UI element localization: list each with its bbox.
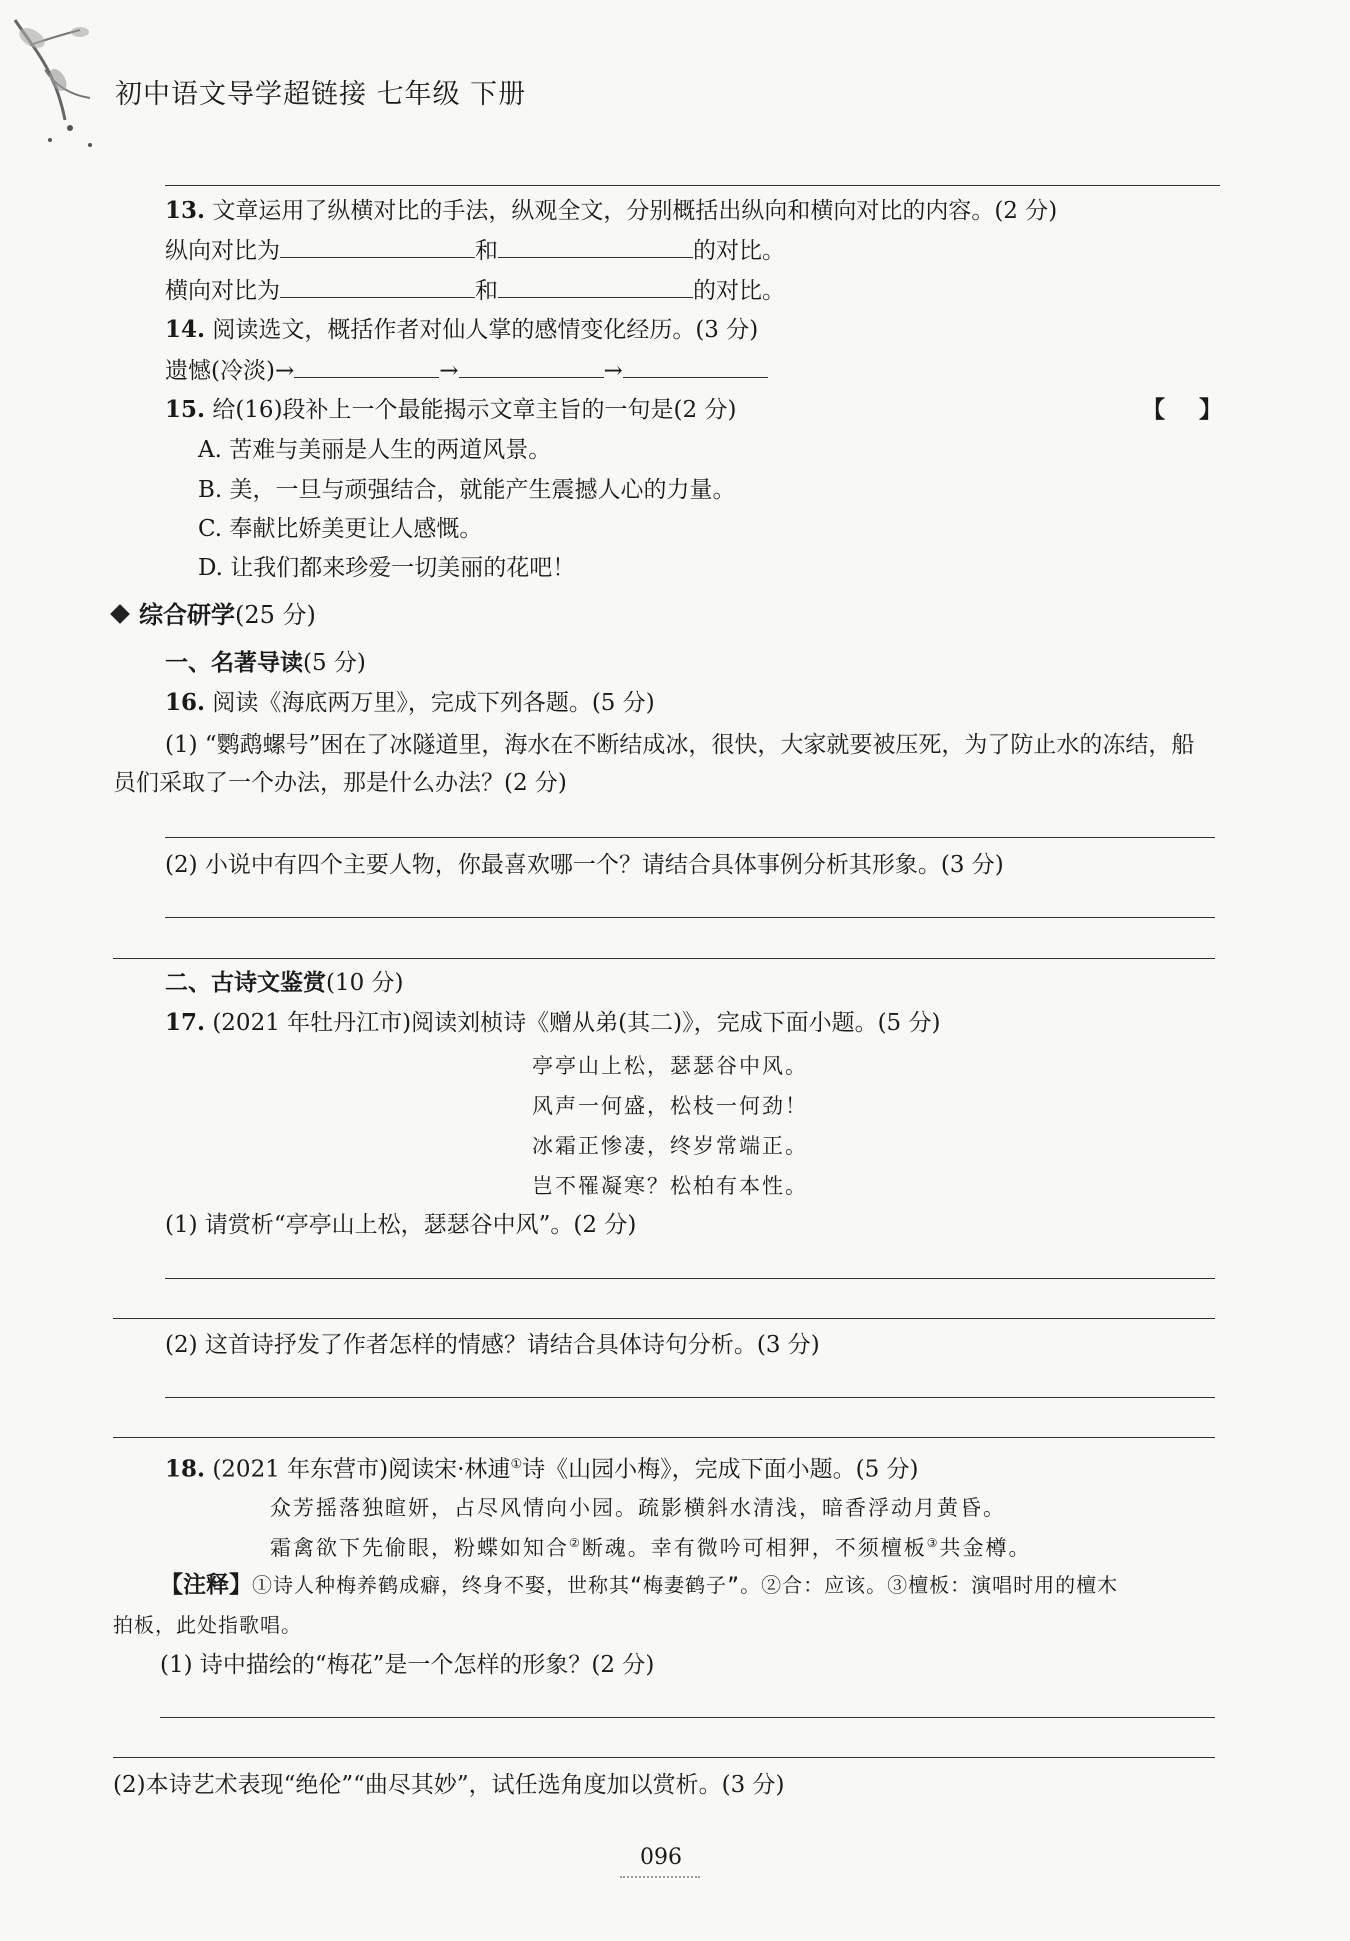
q18-text-a: (2021 年东营市)阅读宋·林逋 (212, 1456, 511, 1483)
q18-text-b: 诗《山园小梅》，完成下面小题。(5 分) (522, 1456, 919, 1483)
q13-blank-1[interactable] (280, 235, 475, 258)
q18-poem-line2 (270, 1532, 1032, 1562)
q13-row2 (165, 275, 785, 306)
part2-heading (165, 968, 404, 998)
q14-chain (165, 355, 768, 386)
arrow-icon: → (439, 358, 459, 384)
plum-branch-decoration-icon (10, 10, 100, 160)
q14-start: 遗憾(冷淡) (165, 358, 275, 384)
header-title: 初中语文导学超链接 七年级 下册 (115, 79, 527, 110)
q18-poem-part: 霜禽欲下先偷眼，粉蝶如知合 (270, 1536, 569, 1560)
q15-text: 给(16)段补上一个最能揭示文章主旨的一句是(2 分) (212, 397, 737, 423)
bracket-right: 】 (1199, 396, 1222, 423)
q13-row1 (165, 235, 785, 266)
q14-blank-3[interactable] (623, 355, 768, 378)
arrow-icon: → (603, 358, 623, 384)
footnote-mark: ① (510, 1457, 523, 1472)
q14-blank-2[interactable] (459, 355, 604, 378)
answer-line[interactable] (165, 185, 1220, 186)
part1-title: 一、名著导读 (165, 649, 303, 676)
q15-prompt (165, 395, 736, 425)
q13-number: 13. (165, 197, 206, 224)
arrow-icon: → (274, 358, 295, 384)
q17-text: (2021 年牡丹江市)阅读刘桢诗《赠从弟(其二)》，完成下面小题。(5 分) (212, 1010, 941, 1036)
answer-line[interactable] (165, 837, 1215, 838)
section-score: (25 分) (235, 601, 316, 629)
part2-score: (10 分) (326, 970, 404, 996)
bracket-left: 【 (1142, 396, 1165, 423)
q15-option-a[interactable]: A. 苦难与美丽是人生的两道风景。 (198, 437, 552, 463)
q14-prompt (165, 315, 758, 345)
q13-and: 和 (475, 238, 498, 264)
q16-prompt (165, 688, 655, 718)
q17-number: 17. (165, 1009, 206, 1036)
q13-suffix: 的对比。 (693, 238, 785, 264)
q16-text: 阅读《海底两万里》，完成下列各题。(5 分) (212, 690, 655, 716)
q15-option-d[interactable]: D. 让我们都来珍爱一切美丽的花吧！ (198, 555, 576, 581)
q17-prompt (165, 1008, 940, 1038)
q16-sub1-line2: 员们采取了一个办法，那是什么办法？(2 分) (113, 770, 567, 796)
q16-number: 16. (165, 689, 206, 716)
q13-blank-2[interactable] (498, 235, 693, 258)
footnote-mark: ② (569, 1536, 582, 1550)
q15-option-c[interactable]: C. 奉献比娇美更让人感慨。 (198, 516, 483, 542)
footnote-mark: ③ (926, 1536, 940, 1550)
note-text: ①诗人种梅养鹤成癖，终身不娶，世称其“梅妻鹤子”。②合：应该。③檀板：演唱时用的檀木 (252, 1573, 1119, 1597)
q17-sub1: (1) 请赏析“亭亭山上松，瑟瑟谷中风”。(2 分) (165, 1212, 637, 1238)
q13-row2-prefix: 横向对比为 (165, 278, 280, 304)
q16-sub1-line1: (1) “鹦鹉螺号”困在了冰隧道里，海水在不断结成冰，很快，大家就要被压死，为了防止水的冻结，船 (165, 732, 1195, 758)
q18-poem-line1: 众芳摇落独暄妍，占尽风情向小园。疏影横斜水清浅，暗香浮动月黄昏。 (270, 1496, 1006, 1520)
q17-poem-line: 岂不罹凝寒？松柏有本性。 (532, 1174, 808, 1198)
q13-suffix: 的对比。 (693, 278, 785, 304)
q17-poem-line: 风声一何盛，松枝一何劲！ (532, 1094, 808, 1118)
q15-answer-bracket[interactable] (1142, 395, 1222, 425)
answer-line[interactable] (165, 1397, 1215, 1398)
q14-blank-1[interactable] (294, 355, 439, 378)
q13-text: 文章运用了纵横对比的手法，纵观全文，分别概括出纵向和横向对比的内容。(2 分) (212, 198, 1058, 224)
q16-sub2: (2) 小说中有四个主要人物，你最喜欢哪一个？请结合具体事例分析其形象。(3 分) (165, 852, 1004, 878)
q18-sub2: (2)本诗艺术表现“绝伦”“曲尽其妙”，试任选角度加以赏析。(3 分) (113, 1772, 785, 1798)
answer-line[interactable] (165, 917, 1215, 918)
q18-poem-part: 共金樽。 (939, 1536, 1032, 1560)
q13-and: 和 (475, 278, 498, 304)
q13-blank-4[interactable] (498, 275, 693, 298)
q15-number: 15. (165, 396, 206, 423)
answer-line[interactable] (113, 1318, 1215, 1319)
answer-line[interactable] (165, 1278, 1215, 1279)
q13-blank-3[interactable] (280, 275, 475, 298)
q18-number: 18. (165, 1455, 206, 1483)
q18-note-line1 (160, 1570, 1118, 1600)
answer-line[interactable] (113, 1757, 1215, 1758)
q18-sub1: (1) 诗中描绘的“梅花”是一个怎样的形象？(2 分) (160, 1652, 655, 1678)
q18-prompt (165, 1450, 918, 1485)
q15-option-b[interactable]: B. 美，一旦与顽强结合，就能产生震撼人心的力量。 (198, 477, 736, 503)
q18-poem-part: 断魂。幸有微吟可相狎，不须檀板 (581, 1536, 927, 1560)
part2-title: 二、古诗文鉴赏 (165, 969, 326, 996)
page-number: 096 (640, 1845, 682, 1870)
q13-prompt (165, 196, 1057, 226)
page-number-underline (620, 1876, 700, 1878)
q18-note-line2: 拍板，此处指歌唱。 (113, 1613, 302, 1637)
q14-number: 14. (165, 316, 206, 343)
diamond-bullet-icon (110, 604, 130, 624)
section-title: 综合研学 (139, 600, 235, 629)
note-label: 【注释】 (160, 1571, 252, 1598)
part1-heading (165, 648, 366, 678)
q14-text: 阅读选文，概括作者对仙人掌的感情变化经历。(3 分) (212, 317, 759, 343)
q17-poem-line: 冰霜正惨凄，终岁常端正。 (532, 1134, 808, 1158)
part1-score: (5 分) (303, 650, 366, 676)
answer-line[interactable] (113, 958, 1215, 959)
q17-sub2: (2) 这首诗抒发了作者怎样的情感？请结合具体诗句分析。(3 分) (165, 1332, 820, 1358)
section-heading (113, 600, 316, 630)
answer-line[interactable] (113, 1437, 1215, 1438)
q17-poem-line: 亭亭山上松，瑟瑟谷中风。 (532, 1054, 808, 1078)
q13-row1-prefix: 纵向对比为 (165, 238, 280, 264)
answer-line[interactable] (160, 1717, 1215, 1718)
